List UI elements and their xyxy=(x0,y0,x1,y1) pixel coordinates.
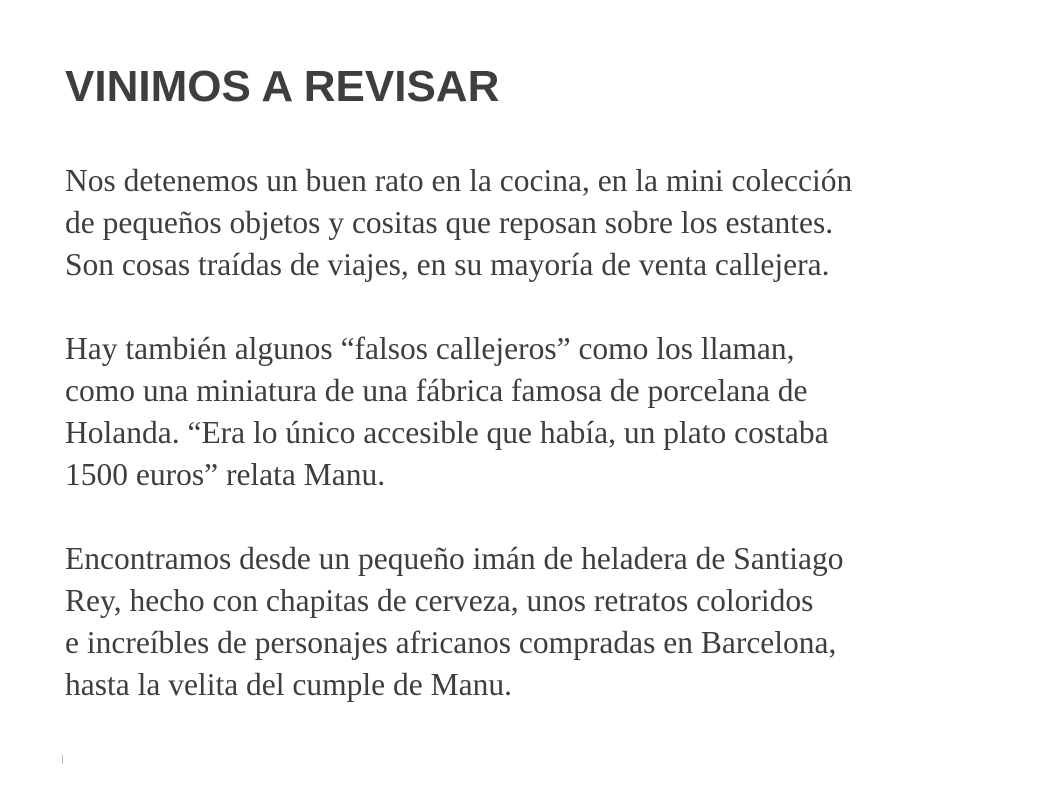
text-line: Encontramos desde un pequeño imán de heladera de Santiago xyxy=(65,541,844,576)
paragraph-1 xyxy=(65,160,1035,286)
text-line: Rey, hecho con chapitas de cerveza, unos retratos coloridos xyxy=(65,583,814,618)
text-line: como una miniatura de una fábrica famosa de porcelana de xyxy=(65,373,808,408)
text-line: 1500 euros” relata Manu. xyxy=(65,457,386,492)
paragraph-2 xyxy=(65,328,1035,496)
text-line: Hay también algunos “falsos callejeros” como los llaman, xyxy=(65,331,795,366)
page-edge-marker xyxy=(62,755,63,764)
text-line: Son cosas traídas de viajes, en su mayoría de venta callejera. xyxy=(65,247,830,282)
text-line: e increíbles de personajes africanos compradas en Barcelona, xyxy=(65,625,837,660)
text-line: Nos detenemos un buen rato en la cocina, en la mini colección xyxy=(65,163,853,198)
text-line: de pequeños objetos y cositas que reposan sobre los estantes. xyxy=(65,205,834,240)
article-body xyxy=(65,160,1035,748)
paragraph-3 xyxy=(65,538,1035,706)
page-title: VINIMOS A REVISAR xyxy=(65,62,500,111)
text-line: Holanda. “Era lo único accesible que había, un plato costaba xyxy=(65,415,829,450)
text-line: hasta la velita del cumple de Manu. xyxy=(65,667,512,702)
